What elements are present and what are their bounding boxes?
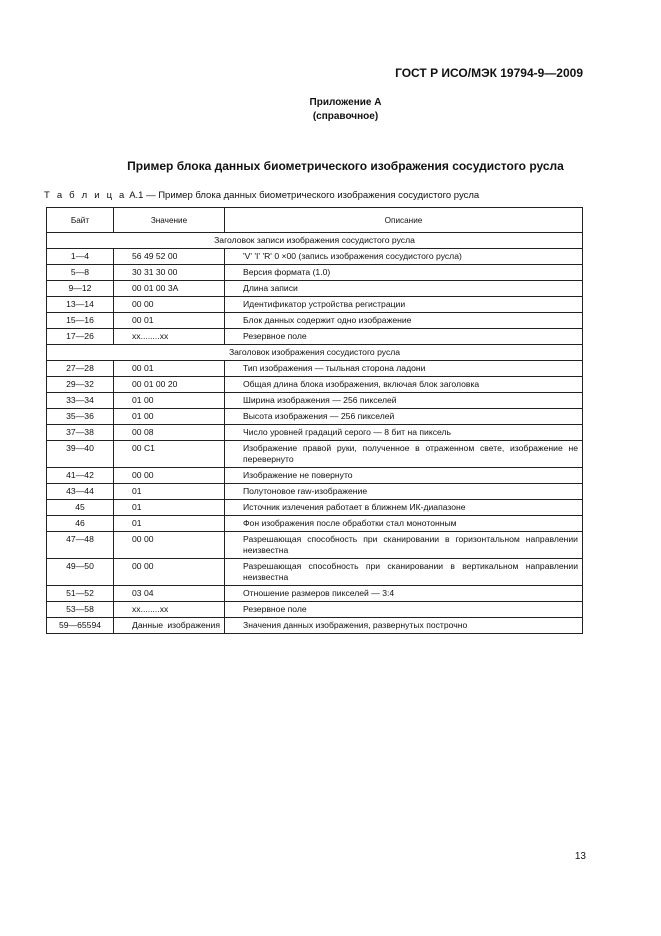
section-title: Заголовок записи изображения сосудистого русла [47,233,583,249]
description-text: Тип изображения — тыльная сторона ладони [243,363,426,373]
value-text: 00 01 [132,363,154,373]
description-cell [225,393,583,409]
document-standard-header: ГОСТ Р ИСО/МЭК 19794-9—2009 [395,66,583,80]
description-text: Разрешающая способность при сканировании в горизонтальном направлении неизвестна [243,534,578,555]
value-cell [114,516,225,532]
value-cell [114,468,225,484]
value-cell [114,532,225,559]
value-cell [114,361,225,377]
value-cell [114,441,225,468]
table-row [47,313,583,329]
table-row [47,586,583,602]
page-title-text: Пример блока данных биометрического изображения сосудистого русла [127,159,564,173]
table-row [47,409,583,425]
description-text: Версия формата (1.0) [243,267,331,277]
value-cell [114,409,225,425]
value-text: Данные изображения [132,620,220,630]
description-cell [225,281,583,297]
description-cell [225,441,583,468]
value-cell [114,329,225,345]
table-row [47,361,583,377]
section-row-image-header [47,345,583,361]
description-text: Полутоновое raw-изображение [243,486,368,496]
value-text: xx........xx [132,604,169,614]
value-text: 30 31 30 00 [132,267,178,277]
description-cell [225,602,583,618]
description-text: Источник излечения работает в ближнем ИК-диапазоне [243,502,466,512]
table-header-row [47,208,583,233]
table-row [47,516,583,532]
value-cell [114,313,225,329]
byte-cell: 29—32 [47,377,114,393]
page-title [0,159,661,173]
description-text: Изображение правой руки, полученное в отраженном свете, изображение не перевернуто [243,443,578,464]
appendix-type: (справочное) [312,111,379,122]
value-text: 00 00 [132,534,154,544]
value-cell [114,559,225,586]
value-text: 00 08 [132,427,154,437]
table-row [47,425,583,441]
value-cell [114,265,225,281]
description-cell [225,618,583,634]
description-text: Длина записи [243,283,298,293]
value-text: 01 00 [132,395,154,405]
description-cell [225,468,583,484]
description-text: Фон изображения после обработки стал монотонным [243,518,457,528]
table-row [47,377,583,393]
value-cell [114,297,225,313]
table-row [47,297,583,313]
description-cell [225,532,583,559]
table-row [47,532,583,559]
table-row [47,468,583,484]
description-text: Идентификатор устройства регистрации [243,299,406,309]
description-cell [225,249,583,265]
table-row [47,441,583,468]
description-text: Высота изображения — 256 пикселей [243,411,395,421]
value-cell [114,249,225,265]
byte-cell: 17—26 [47,329,114,345]
byte-cell: 46 [47,516,114,532]
description-cell [225,586,583,602]
description-text: Резервное поле [243,604,307,614]
description-cell [225,500,583,516]
byte-cell: 53—58 [47,602,114,618]
byte-cell: 5—8 [47,265,114,281]
table-caption-number: А.1 [129,190,144,201]
value-text: 03 04 [132,588,154,598]
page-number: 13 [574,851,586,862]
description-cell [225,361,583,377]
table-caption [44,190,479,201]
description-text: Общая длина блока изображения, включая блок заголовка [243,379,480,389]
value-cell [114,500,225,516]
description-cell [225,484,583,500]
value-text: 01 [132,518,142,528]
byte-cell: 59—65594 [47,618,114,634]
description-cell [225,516,583,532]
value-cell [114,425,225,441]
value-text: 01 [132,502,142,512]
header-description: Описание [225,208,583,233]
table-caption-prefix: Т а б л и ц а [44,190,127,201]
value-cell [114,618,225,634]
header-byte: Байт [47,208,114,233]
byte-cell: 1—4 [47,249,114,265]
table-row [47,329,583,345]
table-row [47,559,583,586]
value-cell [114,586,225,602]
value-text: 01 00 [132,411,154,421]
table-row [47,249,583,265]
byte-cell: 49—50 [47,559,114,586]
description-text: Изображение не повернуто [243,470,353,480]
description-cell [225,425,583,441]
description-text: Значения данных изображения, развернутых построчно [243,620,468,630]
byte-cell: 33—34 [47,393,114,409]
section-row-record-header [47,233,583,249]
byte-cell: 9—12 [47,281,114,297]
description-cell [225,409,583,425]
appendix-heading [0,96,661,124]
table-row [47,281,583,297]
byte-cell: 39—40 [47,441,114,468]
byte-cell: 47—48 [47,532,114,559]
byte-cell: 15—16 [47,313,114,329]
byte-cell: 51—52 [47,586,114,602]
byte-cell: 41—42 [47,468,114,484]
table-row [47,602,583,618]
appendix-label: Приложение А [309,97,382,108]
value-text: 00 C1 [132,443,155,453]
value-cell [114,281,225,297]
byte-cell: 27—28 [47,361,114,377]
description-cell [225,313,583,329]
value-cell [114,484,225,500]
value-cell [114,393,225,409]
value-cell [114,602,225,618]
value-text: 00 01 00 3A [132,283,179,293]
value-text: 01 [132,486,142,496]
value-text: 00 01 [132,315,154,325]
value-text: 00 01 00 20 [132,379,178,389]
description-text: Ширина изображения — 256 пикселей [243,395,397,405]
table-row [47,618,583,634]
description-cell [225,265,583,281]
data-block-table [46,207,583,634]
table-row [47,265,583,281]
description-text: 'V' 'I' 'R' 0 ×00 (запись изображения сосудистого русла) [243,251,462,261]
header-value: Значение [114,208,225,233]
byte-cell: 45 [47,500,114,516]
description-cell [225,559,583,586]
byte-cell: 13—14 [47,297,114,313]
value-text: 56 49 52 00 [132,251,178,261]
description-text: Резервное поле [243,331,307,341]
description-cell [225,377,583,393]
description-text: Отношение размеров пикселей — 3:4 [243,588,395,598]
value-text: 00 00 [132,299,154,309]
description-text: Число уровней градаций серого — 8 бит на пиксель [243,427,451,437]
description-cell [225,329,583,345]
value-text: xx........xx [132,331,169,341]
value-text: 00 00 [132,470,154,480]
description-cell [225,297,583,313]
byte-cell: 35—36 [47,409,114,425]
description-text: Блок данных содержит одно изображение [243,315,412,325]
table-caption-text: — Пример блока данных биометрического изображения сосудистого русла [146,190,480,201]
table-row [47,484,583,500]
value-text: 00 00 [132,561,154,571]
table-row [47,500,583,516]
table-row [47,393,583,409]
section-title: Заголовок изображения сосудистого русла [47,345,583,361]
value-cell [114,377,225,393]
description-text: Разрешающая способность при сканировании в вертикальном направлении неизвестна [243,561,578,582]
byte-cell: 37—38 [47,425,114,441]
byte-cell: 43—44 [47,484,114,500]
